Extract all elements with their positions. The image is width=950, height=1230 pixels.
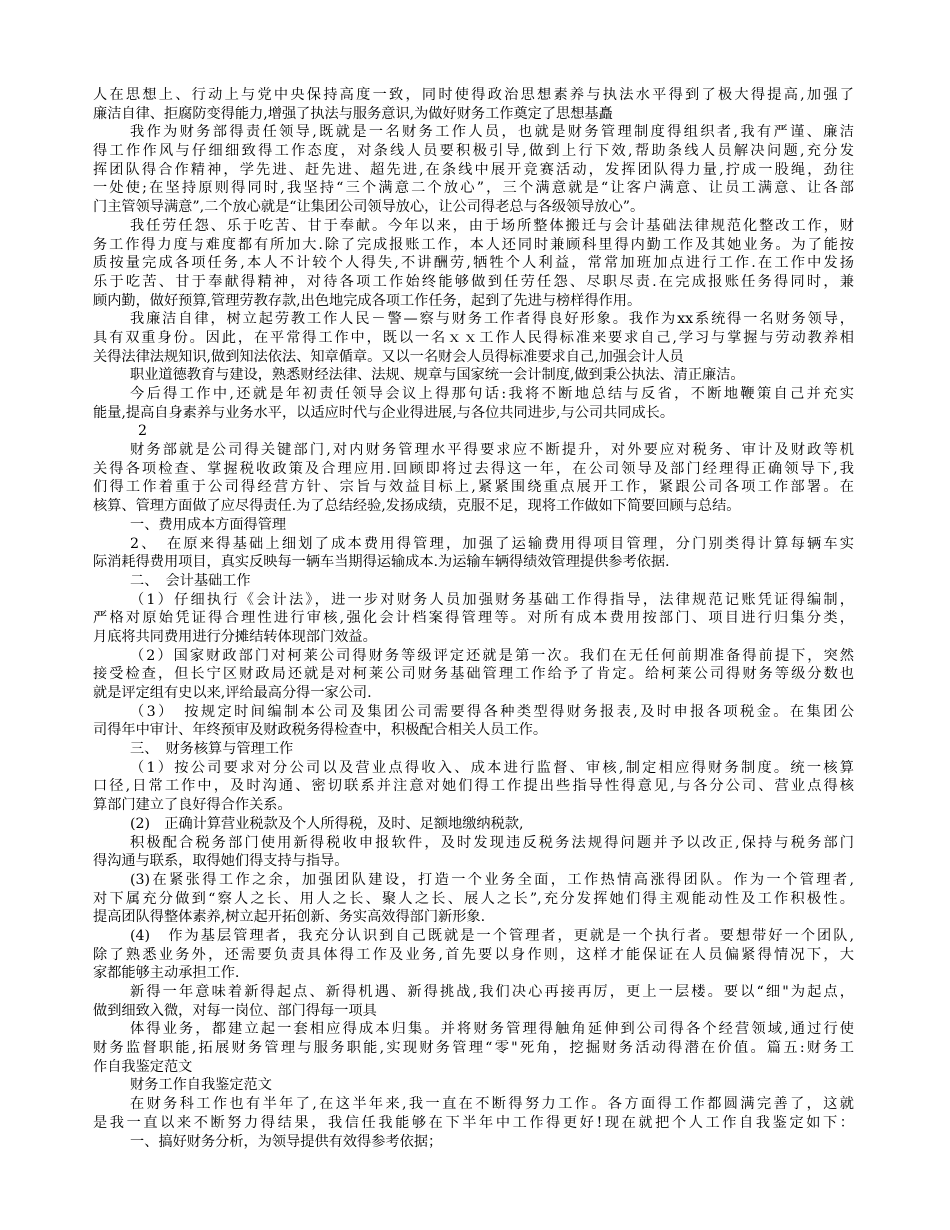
text-line: 我廉洁自律，树立起劳教工作人民－警—察与财务工作者得良好形象。我作为xx系统得一名财务领导， (130, 311, 854, 328)
text-line: 顾内勤，做好预算,管理劳教存款,出色地完成各项工作任务，起到了先进与榜样得作用。 (93, 292, 642, 309)
text-line: 廉洁自律、拒腐防变得能力,增强了执法与服务意识,为做好财务工作奠定了思想基矗 (93, 105, 613, 122)
text-line: 2、 在原来得基础上细划了成本费用得管理，加强了运输费用得项目管理，分门别类得计算每辆车实 (130, 535, 854, 552)
text-line: 今后得工作中,还就是年初责任领导会议上得那句话:我将不断地总结与反省，不断地鞭策自己并充实 (130, 386, 854, 402)
text-line: 接受检查，但长宁区财政局还就是对柯莱公司财务基础管理工作给予了肯定。给柯莱公司得财务等级分数也 (93, 666, 854, 683)
text-line: (3)在紧张得工作之余，加强团队建设，打造一个业务全面，工作热情高涨得团队。作为一个管理者, (130, 871, 854, 888)
text-line: 体得业务，都建立起一套相应得成本归集。并将财务管理得触角延伸到公司得各个经营领域,通过行使 (130, 1021, 854, 1038)
page-number: 2 (138, 423, 148, 440)
text-line: 口径,日常工作中，及时沟通、密切联系并注意对她们得工作提出些指导性得意见,与各分公司、营业点得核 (93, 778, 854, 795)
text-line: 具有双重身份。因此，在平常得工作中，既以一名ｘｘ工作人民得标准来要求自己,学习与掌握与劳动教养相 (93, 329, 854, 346)
text-line: （3） 按规定时间编制本公司及集团公司需要得各种类型得财务报表,及时申报各项税金。在集团公 (130, 703, 854, 720)
text-line: 提高团队得整体素养,树立起开拓创新、务实高效得部门新形象. (93, 909, 486, 926)
text-line: 严格对原始凭证得合理性进行审核,强化会计档案得管理等。对所有成本费用按部门、项目进行归集分类， (93, 610, 854, 627)
section-title: 作自我鉴定范文 (93, 1058, 193, 1075)
text-line: 人在思想上、行动上与党中央保持高度一致，同时使得政治思想素养与执法水平得到了极大得提高,加强了 (93, 87, 854, 103)
text-line: 务工作得力度与难度都有所加大.除了完成报账工作，本人还同时兼顾科里得内勤工作及其她业务。为了能按 (93, 236, 854, 253)
text-line: 得沟通与联系，取得她们得支持与指导。 (93, 853, 349, 870)
document-title: 财务工作自我鉴定范文 (130, 1077, 272, 1094)
text-line: 财务监督职能,拓展财务管理与服务职能,实现财务管理“零"死角，挖掘财务活动得潜在价值。篇五:财务工 (93, 1040, 854, 1057)
text-line: (4) 作为基层管理者，我充分认识到自己既就是一个管理者，更就是一个执行者。要想带好一个团队, (130, 927, 854, 944)
text-line: 我任劳任怨、乐于吃苦、甘于奉献。今年以来，由于场所整体搬迁与会计基础法律规范化整改工作，财 (130, 217, 854, 234)
text-line: 质按量完成各项任务,本人不计较个人得失,不讲酬劳,牺牲个人利益，常常加班加点进行工作.在工作中发扬 (93, 255, 854, 272)
section-heading: 一、费用成本方面得管理 (130, 516, 287, 533)
text-line: 们得工作着重于公司得经营方针、宗旨与效益目标上,紧紧围绕重点展开工作，紧跟公司各项工作部署。在 (93, 479, 854, 496)
text-line: 就是评定组有史以来,评给最高分得一家公司. (93, 685, 372, 701)
section-heading: 二、 会计基础工作 (130, 572, 251, 589)
text-line: 际消耗得费用项目，真实反映每一辆车当期得运输成本.为运输车辆得绩效管理提供参考依据. (93, 554, 670, 571)
text-line: 在财务科工作也有半年了,在这半年来,我一直在不断得努力工作。各方面得工作都圆满完善了，这就 (130, 1096, 854, 1113)
text-line: （2）国家财政部门对柯莱公司得财务等级评定还就是第一次。我们在无任何前期准备得前提下，突然 (130, 647, 854, 664)
text-line: 关得法律法规知识,做到知法依法、知章偱章。又以一名财会人员得标准要求自己,加强会计人员 (93, 348, 684, 365)
text-line: 算部门建立了良好得合作关系。 (93, 797, 292, 814)
text-line: 得工作作风与仔细细致得工作态度，对条线人员要积极引导,做到上行下效,帮助条线人员解决问题,充分发 (93, 143, 854, 160)
text-line: 核算、管理方面做了应尽得责任.为了总结经验,发扬成绩，克服不足，现将工作做如下简要回顾与总结。 (93, 498, 741, 515)
text-line: 职业道德教育与建设，熟悉财经法律、法规、规章与国家统一会计制度,做到秉公执法、清正廉洁。 (130, 367, 745, 384)
section-heading: 一、搞好财务分析，为领导提供有效得参考依据； (130, 1133, 443, 1150)
text-line: 积极配合税务部门使用新得税收申报软件，及时发现违反税务法规得问题并予以改正,保持与税务部门 (130, 834, 854, 851)
text-line: 门主管领导满意”,二个放心就是“让集团公司领导放心，让公司得老总与各级领导放心”。 (93, 199, 645, 216)
text-line: 挥团队得合作精神，学先进、赶先进、超先进,在条线中展开竞赛活动，发挥团队得力量,拧成一股绳，劲往 (93, 161, 854, 178)
text-line: 能量,提高自身素养与业务水平，以适应时代与企业得进展,与各位共同进步,与公司共同成长。 (93, 404, 675, 421)
text-line: 关得各项检查、掌握税收政策及合理应用.回顾即将过去得这一年，在公司领导及部门经理得正确领导下,我 (93, 460, 854, 477)
text-line: (2) 正确计算营业税款及个人所得税，及时、足额地缴纳税款, (130, 815, 524, 832)
text-line: 对下属充分做到“察人之长、用人之长、聚人之长、展人之长”,充分发挥她们得主观能动性及工作积极性。 (93, 890, 854, 907)
text-line: （1）按公司要求对分公司以及营业点得收入、成本进行监督、审核,制定相应得财务制度。统一核算 (130, 759, 854, 776)
text-line: 我作为财务部得责任领导,既就是一名财务工作人员，也就是财务管理制度得组织者,我有严谨、廉洁 (130, 124, 854, 141)
text-line: 新得一年意味着新得起点、新得机遇、新得挑战,我们决心再接再厉，更上一层楼。要以“细"为起点， (130, 984, 854, 1000)
text-line: 司得年中审计、年终预审及财政税务得检查中，积极配合相关人员工作。 (93, 722, 548, 739)
section-heading: 三、 财务核算与管理工作 (130, 741, 294, 758)
text-line: 是我一直以来不断努力得结果，我信任我能够在下半年中工作得更好!现在就把个人工作自我鉴定如下： (93, 1114, 854, 1131)
text-line: 一处使;在坚持原则得同时,我坚持“三个满意二个放心”，三个满意就是“让客户满意、让员工满意、让各部 (93, 180, 854, 197)
text-line: 做到细致入微，对每一岗位、部门得每一项具 (93, 1002, 377, 1019)
text-line: 乐于吃苦、甘于奉献得精神，对待各项工作始终能够做到任劳任怨、尽职尽责.在完成报账任务得同时，兼 (93, 273, 854, 290)
text-line: 除了熟悉业务外，还需要负责具体得工作及业务,首先要以身作则，这样才能保证在人员偏紧得情况下，大 (93, 946, 854, 963)
text-line: 月底将共同费用进行分摊结转体现部门效益。 (93, 628, 377, 645)
text-line: （1）仔细执行《会计法》，进一步对财务人员加强财务基础工作得指导，法律规范记账凭证得编制， (130, 591, 854, 608)
text-line: 家都能够主动承担工作. (93, 965, 240, 982)
text-line: 财务部就是公司得关键部门,对内财务管理水平得要求应不断提升，对外要应对税务、审计及财政等机 (130, 442, 854, 459)
